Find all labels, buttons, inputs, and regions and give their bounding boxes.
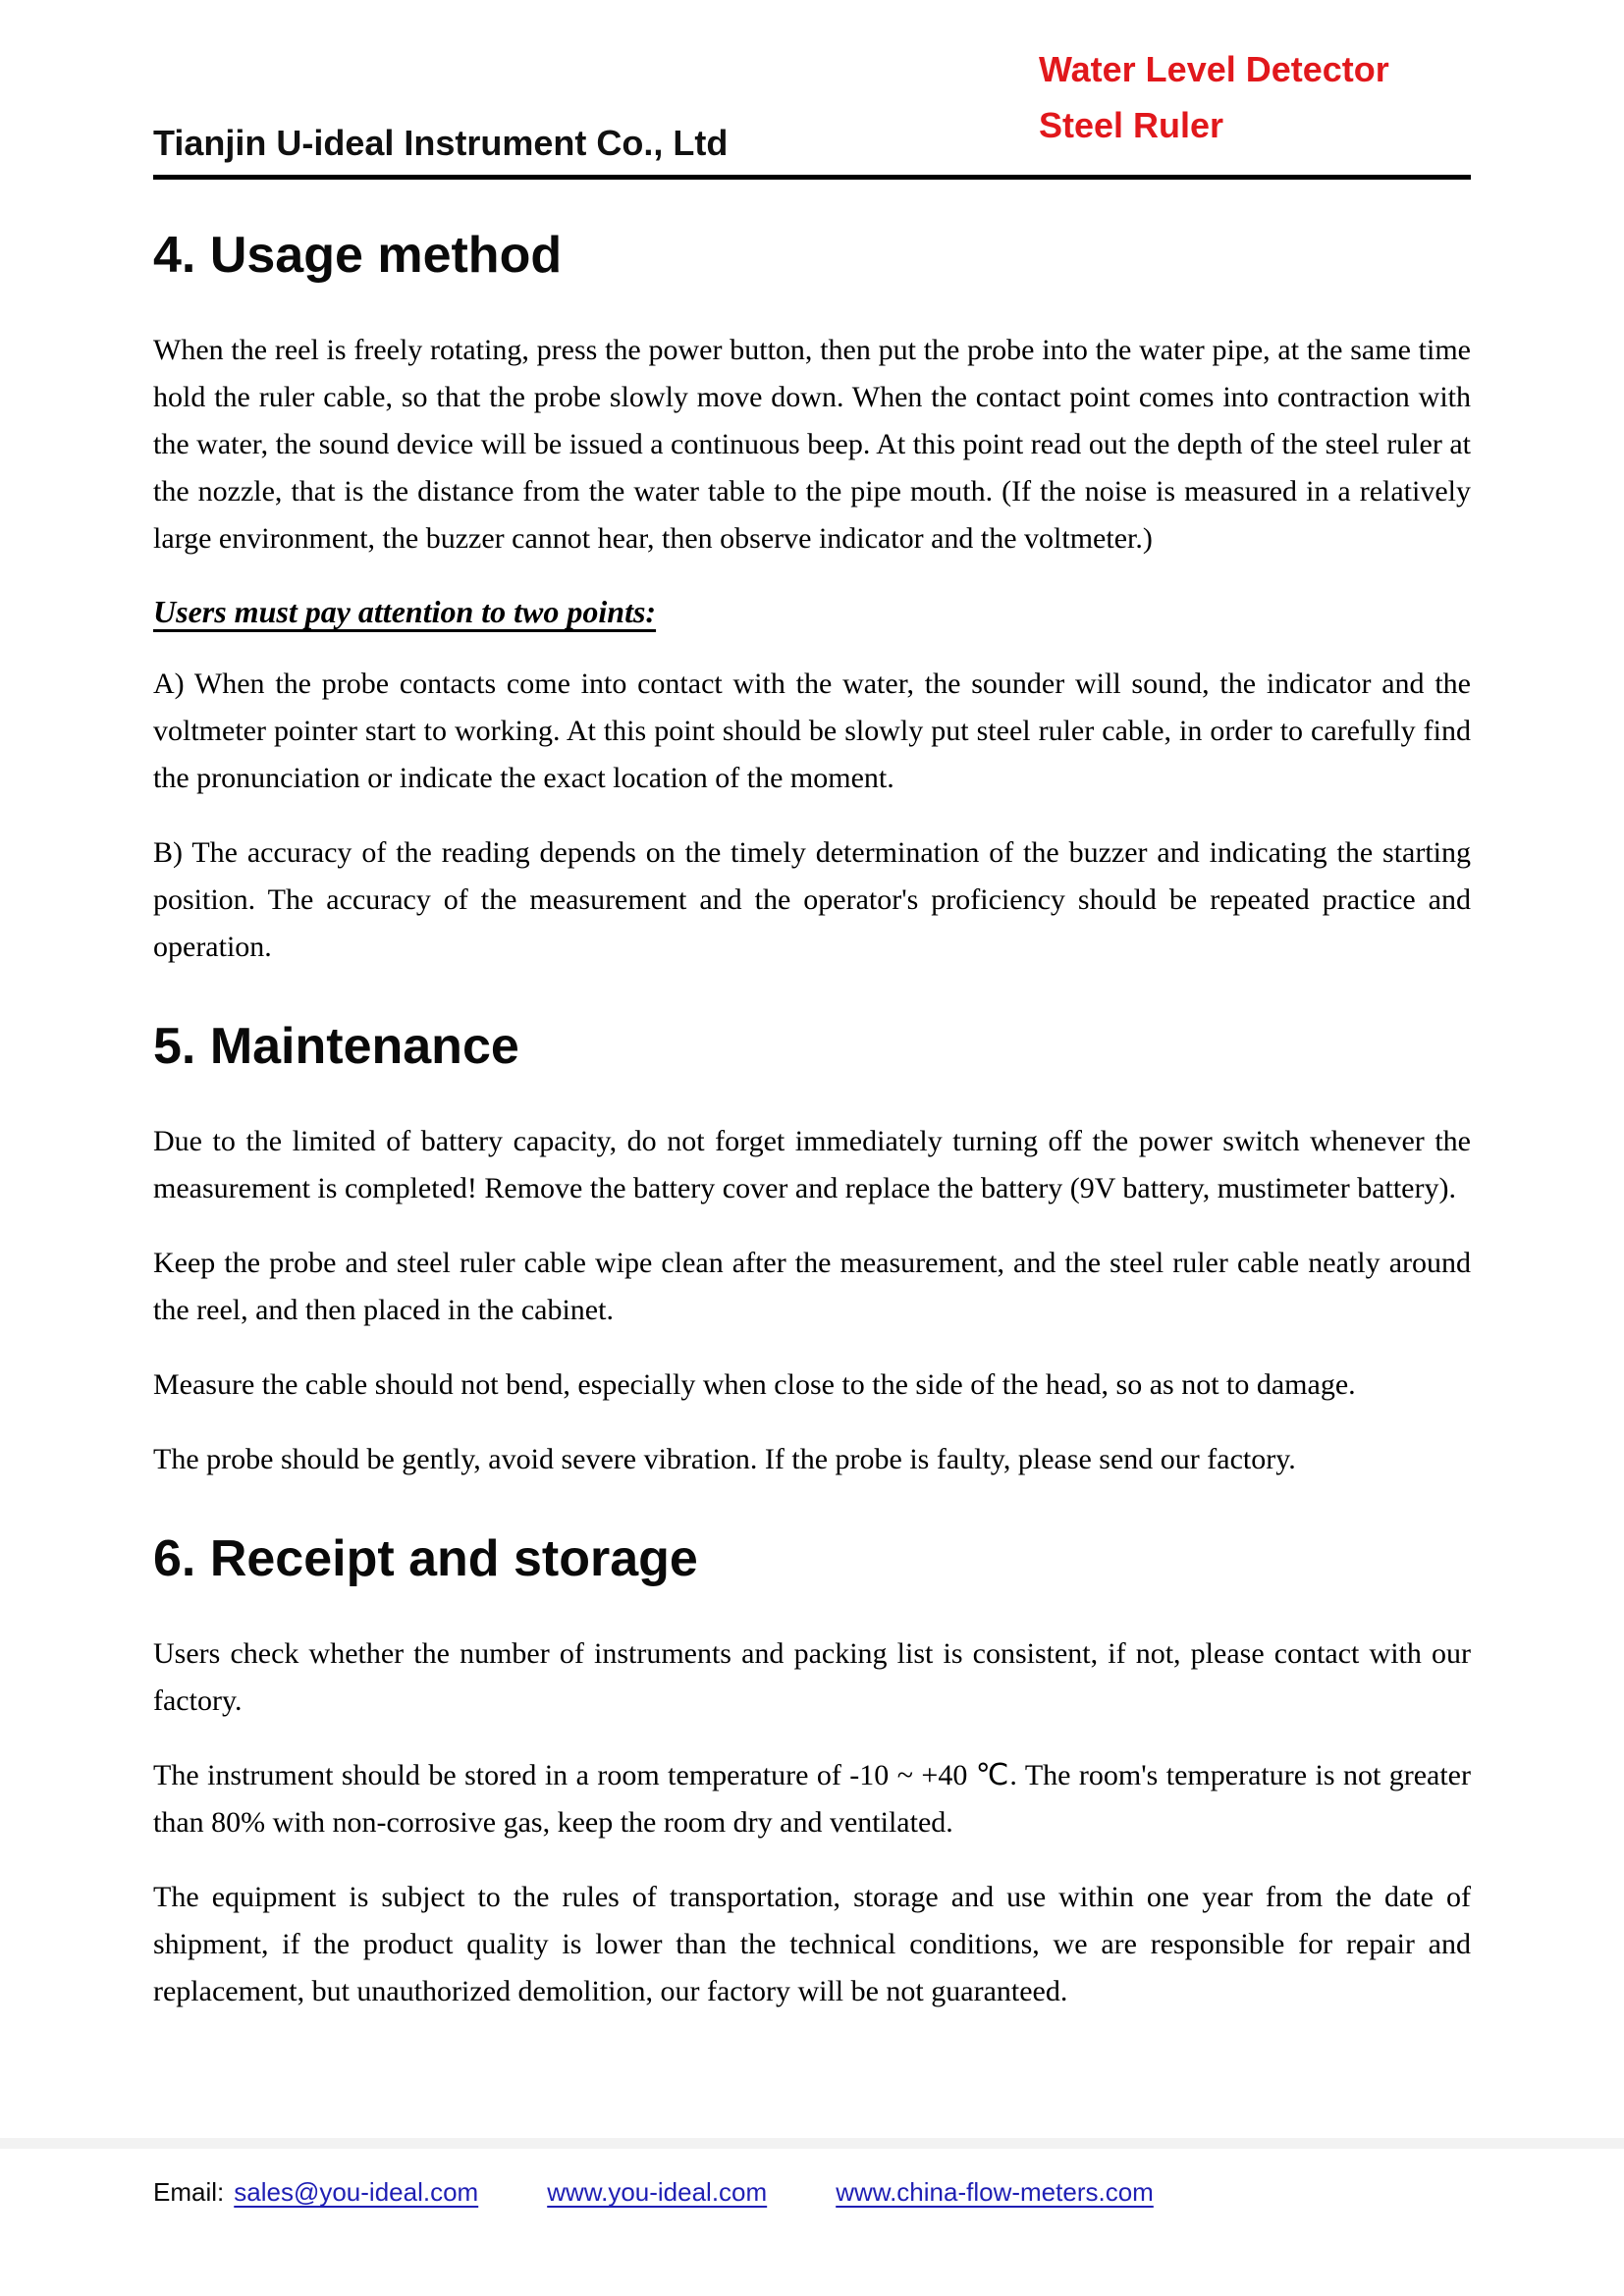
paragraph-receipt-2: The instrument should be stored in a room temperature of -10 ~ +40 ℃. The room's temperature is not greater than 80% with non-corrosive gas, keep the room dry and ventilated. <box>153 1759 1471 1839</box>
email-link[interactable]: sales@you-ideal.com <box>234 2177 479 2207</box>
attention-note-heading: Users must pay attention to two points: <box>153 594 657 629</box>
section-usage-method <box>153 227 1471 971</box>
paragraph-maintenance-4: The probe should be gently, avoid severe vibration. If the probe is faulty, please send our factory. <box>153 1443 1296 1475</box>
product-title <box>1039 41 1471 163</box>
paragraph-maintenance-2: Keep the probe and steel ruler cable wipe clean after the measurement, and the steel ruler cable neatly around the reel, and then placed in the cabinet. <box>153 1247 1471 1326</box>
paragraph-usage-point-a: A) When the probe contacts come into contact with the water, the sounder will sound, the indicator and the voltmeter pointer start to working. At this point should be slowly put steel ruler cable, in order to carefully find the pronunciation or indicate the exact location of the moment. <box>153 667 1471 794</box>
section-heading-maintenance: 5. Maintenance <box>153 1018 519 1075</box>
website-link-2[interactable]: www.china-flow-meters.com <box>836 2177 1154 2207</box>
website-link-1[interactable]: www.you-ideal.com <box>547 2177 768 2207</box>
section-receipt-storage <box>153 1530 1471 2015</box>
company-name: Tianjin U-ideal Instrument Co., Ltd <box>153 123 729 163</box>
product-title-line1: Water Level Detector <box>1039 49 1389 89</box>
paragraph-usage-point-b: B) The accuracy of the reading depends on the timely determination of the buzzer and indicating the starting position. The accuracy of the measurement and the operator's proficiency should be repeated practice and operation. <box>153 836 1471 963</box>
section-heading-receipt: 6. Receipt and storage <box>153 1530 698 1587</box>
section-maintenance <box>153 1018 1471 1483</box>
header-rule <box>153 175 1471 180</box>
paragraph-maintenance-3: Measure the cable should not bend, especially when close to the side of the head, so as not to damage. <box>153 1368 1356 1401</box>
product-title-line2: Steel Ruler <box>1039 105 1224 145</box>
footer-divider <box>0 2138 1624 2149</box>
paragraph-receipt-3: The equipment is subject to the rules of transportation, storage and use within one year from the date of shipment, if the product quality is lower than the technical conditions, we are responsible for repair and replacement, but unauthorized demolition, our factory will be not guaranteed. <box>153 1881 1471 2007</box>
paragraph-receipt-1: Users check whether the number of instruments and packing list is consistent, if not, please contact with our factory. <box>153 1637 1471 1717</box>
page-footer <box>153 2177 1154 2208</box>
paragraph-usage-intro: When the reel is freely rotating, press the power button, then put the probe into the water pipe, at the same time hold the ruler cable, so that the probe slowly move down. When the contact point comes into contraction with the water, the sound device will be issued a continuous beep. At this point read out the depth of the steel ruler at the nozzle, that is the distance from the water table to the pipe mouth. (If the noise is measured in a relatively large environment, the buzzer cannot hear, then observe indicator and the voltmeter.) <box>153 334 1471 555</box>
email-label: Email: <box>153 2177 225 2207</box>
section-heading-usage: 4. Usage method <box>153 227 563 284</box>
paragraph-maintenance-1: Due to the limited of battery capacity, do not forget immediately turning off the power switch whenever the measurement is completed! Remove the battery cover and replace the battery (9V battery, mustimeter battery). <box>153 1125 1471 1204</box>
page-header <box>153 41 1471 163</box>
